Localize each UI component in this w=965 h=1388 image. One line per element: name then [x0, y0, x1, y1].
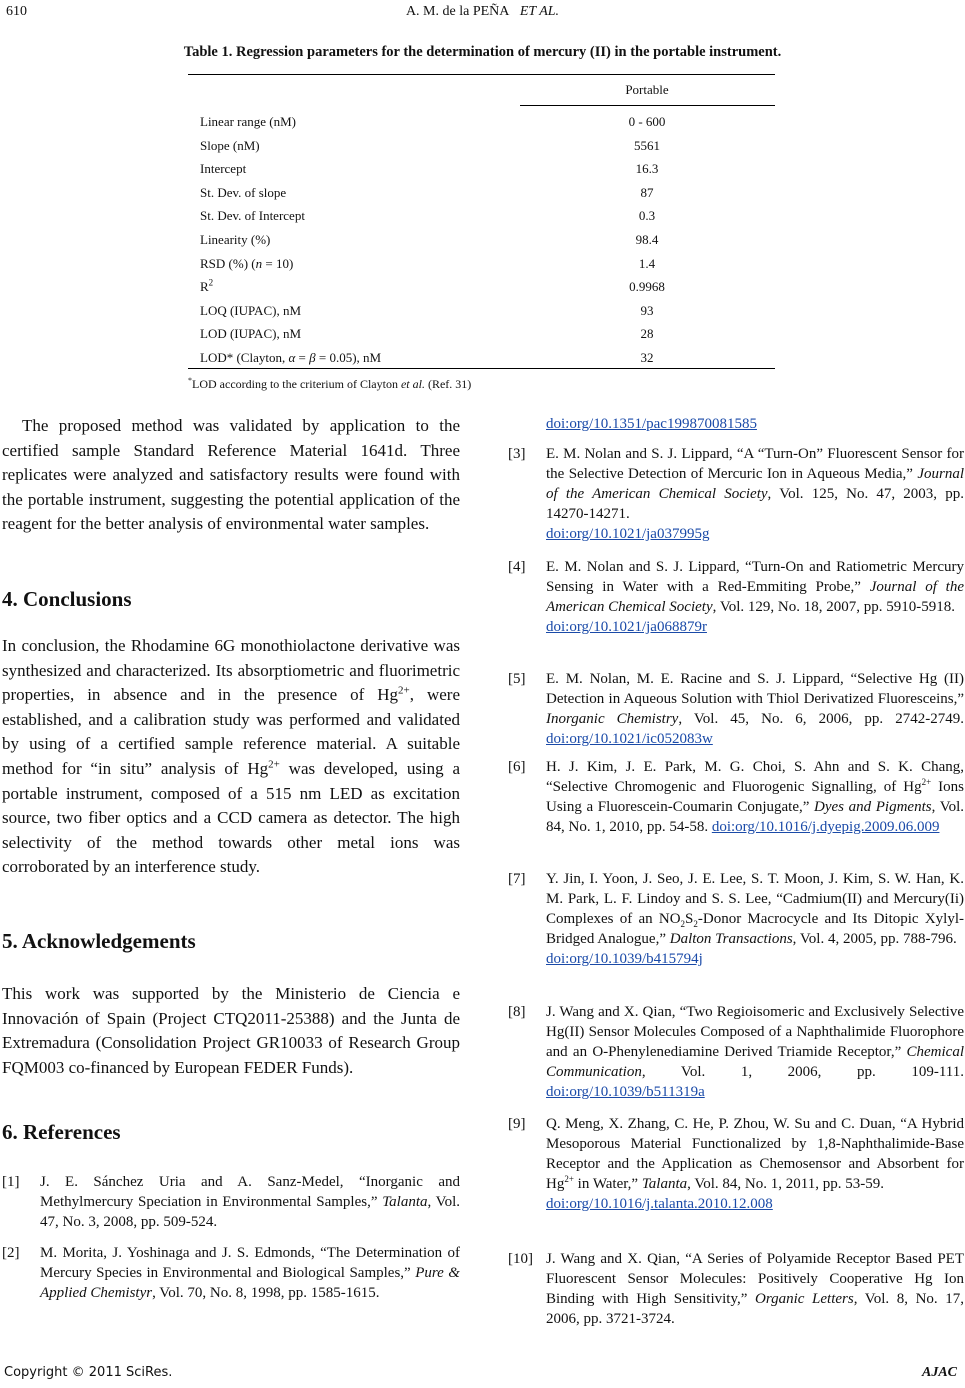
reference-3: [508, 444, 964, 554]
reference-text: J. E. Sánchez Uria and A. Sanz-Medel, “Inorganic and Methylmercury Speciation in Environmental Samples,” Talanta, Vol. 47, No. 3, 2008, pp. 509-524.: [40, 1174, 460, 1230]
reference-number: [7]: [508, 871, 526, 887]
intro-section: [2, 414, 460, 537]
running-head-author: A. M. de la PEÑA: [405, 4, 510, 19]
reference-number: [3]: [508, 446, 526, 462]
doi-link[interactable]: doi:org/10.1021/ja037995g: [546, 526, 710, 542]
table-row-value: 16.3: [635, 161, 659, 177]
table-row-label: RSD (%) (n = 10): [200, 255, 294, 271]
reference-8: [508, 1002, 964, 1107]
reference-2-doi-continued: [508, 414, 964, 436]
reference-number: [6]: [508, 759, 526, 775]
table-caption: Table 1. Regression parameters for the determination of mercury (II) in the portable instrument.: [183, 44, 782, 60]
reference-1: [2, 1172, 460, 1252]
journal-name: AJAC: [921, 1365, 957, 1380]
reference-number: [4]: [508, 559, 526, 575]
reference-5: [508, 669, 964, 754]
reference-number: [8]: [508, 1004, 526, 1020]
table-row: [188, 204, 775, 228]
reference-text: J. Wang and X. Qian, “A Series of Polyamide Receptor Based PET Fluorescent Sensor Molecules: Positively Cooperative Hg Ion Binding with High Sensitivity,” Organic Letters, Vol. 8, No. 17, 2006, pp. 3721-3724.: [546, 1251, 965, 1327]
table-row-value: 0.3: [638, 208, 656, 224]
table-row: [188, 157, 775, 181]
reference-text: E. M. Nolan and S. J. Lippard, “Turn-On and Ratiometric Mercury Sensing in Water with a Red-Emmiting Probe,” Journal of the American Chemical Society, Vol. 129, No. 18, 2007, pp. 5910-5918. doi:org/10.1021/ja068879r: [546, 559, 965, 635]
table-top-rule: [188, 74, 775, 75]
conclusions-paragraph: In conclusion, the Rhodamine 6G monothiolactone derivative was synthesized and characterized. Its absorptiometric and fluorimetric properties, in absence and in the presence of $Hg^{2+}$, were established, and a calibration study was performed and validated by using of a certified sample reference material. A suitable method for “in situ” analysis of $Hg^{2+}$ was developed, using a portable instrument, composed of a 515 nm LED as excitation source, two fiber optics and a CCD camera as detector. The high selectivity of the method towards other metal ions was corroborated by an interference study.: [2, 636, 460, 877]
table-row: [188, 322, 775, 346]
reference-text: M. Morita, J. Yoshinaga and J. S. Edmonds, “The Determination of Mercury Species in Environmental and Biological Samples,” Pure & Applied Chemistyr, Vol. 70, No. 8, 1998, pp. 1585-1615.: [40, 1245, 460, 1301]
reference-text: Y. Jin, I. Yoon, J. Seo, J. E. Lee, S. T. Moon, J. Kim, S. W. Han, K. M. Park, L. F. Lindoy and S. S. Lee, “Cadmium(II) and Mercury(Ii) Complexes of an $NO_2S_2$-Donor Macrocycle and Its Ditopic Xylyl-Bridged Analogue,” Dalton Transactions, Vol. 4, 2005, pp. 788-796. doi:org/10.1039/b415794j: [546, 871, 964, 967]
table-row: [188, 134, 775, 158]
doi-link[interactable]: doi:org/10.1016/j.talanta.2010.12.008: [546, 1196, 773, 1212]
reference-number: [1]: [2, 1174, 20, 1190]
reference-text: H. J. Kim, J. E. Park, M. G. Choi, S. Ahn and S. K. Chang, “Selective Chromogenic and Fluorogenic Signalling, of $Hg^{2+}$ Ions Using a Fluorescein-Coumarin Conjugate,” Dyes and Pigments, Vol. 84, No. 1, 2010, pp. 54-58. doi:org/10.1016/j.dyepig.2009.06.009: [546, 759, 965, 835]
reference-text: Q. Meng, X. Zhang, C. He, P. Zhou, W. Su and C. Duan, “A Hybrid Mesoporous Material Functionalized by 1,8-Naphthalimide-Base Receptor and the Application as Chemosensor and Absorbent for $Hg^{2+}$ in Water,” Talanta, Vol. 84, No. 1, 2011, pp. 53-59. doi:org/10.1016/j.talanta.2010.12.008: [546, 1116, 964, 1212]
table-row-label: LOD (IUPAC), nM: [200, 326, 301, 342]
reference-4: [508, 557, 964, 667]
acknowledgements-heading: [2, 929, 460, 954]
table-row-label: St. Dev. of Intercept: [200, 208, 305, 224]
table-column-header: Portable: [625, 82, 669, 97]
table-row-value: 87: [640, 184, 654, 200]
doi-link[interactable]: doi:org/10.1021/ic052083w: [546, 731, 713, 747]
doi-link[interactable]: doi:org/10.1039/b415794j: [546, 951, 703, 967]
acknowledgements-paragraph: This work was supported by the Ministerio de Ciencia e Innovación of Spain (Project CTQ2011-25388) and the Junta de Extremadura (Consolidation Project GR10033 of Research Group FQM003 co-financed by European FEDER Funds).: [2, 984, 460, 1077]
intro-paragraph: The proposed method was validated by application to the certified sample Standard Reference Material 1641d. Three replicates were analyzed and satisfactory results were found with the portable instrument, suggesting the potential application of the reagent for the better analysis of environmental water samples.: [2, 416, 460, 534]
table-row-value: 32: [640, 350, 654, 365]
reference-number: [2]: [2, 1245, 20, 1261]
reference-number: [5]: [508, 671, 526, 687]
table-row-label: LOD* (Clayton, α = β = 0.05), nM: [200, 350, 382, 365]
reference-10: [508, 1249, 964, 1334]
table-row-label: $R^2$: [200, 277, 214, 295]
table-row-label: St. Dev. of slope: [200, 184, 287, 200]
reference-6: [508, 757, 964, 862]
reference-text: E. M. Nolan, M. E. Racine and S. J. Lippard, “Selective Hg (II) Detection in Aqueous Solution with Thiol Derivatized Fluoresceins,” Inorganic Chemistry, Vol. 45, No. 6, 2006, pp. 2742-2749. doi:org/10.1021/ic052083w: [546, 671, 964, 747]
running-head-et-al: ET AL.: [519, 4, 560, 19]
table-row-value: 28: [640, 326, 654, 342]
table-row: [188, 346, 775, 370]
reference-number: [10]: [508, 1251, 533, 1267]
table-row: [188, 181, 775, 205]
conclusions-heading: [2, 587, 460, 612]
reference-text: E. M. Nolan and S. J. Lippard, “A “Turn-On” Fluorescent Sensor for the Selective Detection of Mercuric Ion in Aqueous Media,” Journal of the American Chemical Society, Vol. 125, No. 47, 2003, pp. 14270-14271. doi:org/10.1021/ja037995g: [546, 446, 964, 542]
table-header-row: [188, 78, 775, 102]
running-head: [0, 4, 965, 20]
table-row-value: 0 - 600: [628, 114, 666, 129]
copyright: Copyright © 2011 SciRes.: [4, 1365, 173, 1380]
table-row-value: 0.9968: [629, 279, 665, 295]
reference-2: [2, 1243, 460, 1328]
doi-link[interactable]: doi:org/10.1021/ja068879r: [546, 619, 707, 635]
table-row: [188, 228, 775, 252]
table-row-label: Intercept: [200, 161, 247, 177]
acknowledgements-section: [2, 982, 460, 1080]
table-row: [188, 252, 775, 276]
table-row-label: Linear range (nM): [200, 114, 297, 129]
conclusions-section: [2, 634, 460, 880]
table-row: [188, 299, 775, 323]
reference-9: [508, 1114, 964, 1244]
reference-number: [9]: [508, 1116, 526, 1132]
table-row: [188, 275, 775, 299]
references-heading-text: 6. References: [2, 1120, 121, 1144]
reference-text: J. Wang and X. Qian, “Two Regioisomeric and Exclusively Selective Hg(II) Sensor Molecules Composed of a Naphthalimide Fluorophore and an O-Phenylenediamine Derived Triamide Receptor,” Chemical Communication, Vol. 1, 2006, pp. 109-111. doi:org/10.1039/b511319a: [546, 1004, 964, 1100]
table-bottom-rule: [188, 368, 775, 369]
page-number: 610: [6, 4, 27, 19]
doi-link[interactable]: doi:org/10.1039/b511319a: [546, 1084, 705, 1100]
table-row: [188, 110, 775, 134]
references-heading: [2, 1120, 460, 1145]
doi-link[interactable]: doi:org/10.1351/pac199870081585: [546, 416, 757, 432]
table-footnote: *LOD according to the criterium of Clayton et al. (Ref. 31): [188, 376, 472, 391]
table-row-value: 93: [640, 302, 654, 318]
conclusions-heading-text: 4. Conclusions: [2, 587, 132, 611]
table-row-value: 98.4: [635, 232, 659, 247]
reference-7: [508, 869, 964, 997]
doi-link[interactable]: doi:org/10.1016/j.dyepig.2009.06.009: [711, 819, 940, 835]
table-row-label: Linearity (%): [200, 232, 271, 247]
table-row-label: LOQ (IUPAC), nM: [200, 302, 301, 318]
table-row-value: 5561: [634, 137, 660, 153]
table-header-rule: [520, 105, 775, 106]
table-row-label: Slope (nM): [200, 137, 260, 153]
acknowledgements-heading-text: 5. Acknowledgements: [2, 929, 196, 953]
table-row-value: 1.4: [638, 255, 656, 271]
